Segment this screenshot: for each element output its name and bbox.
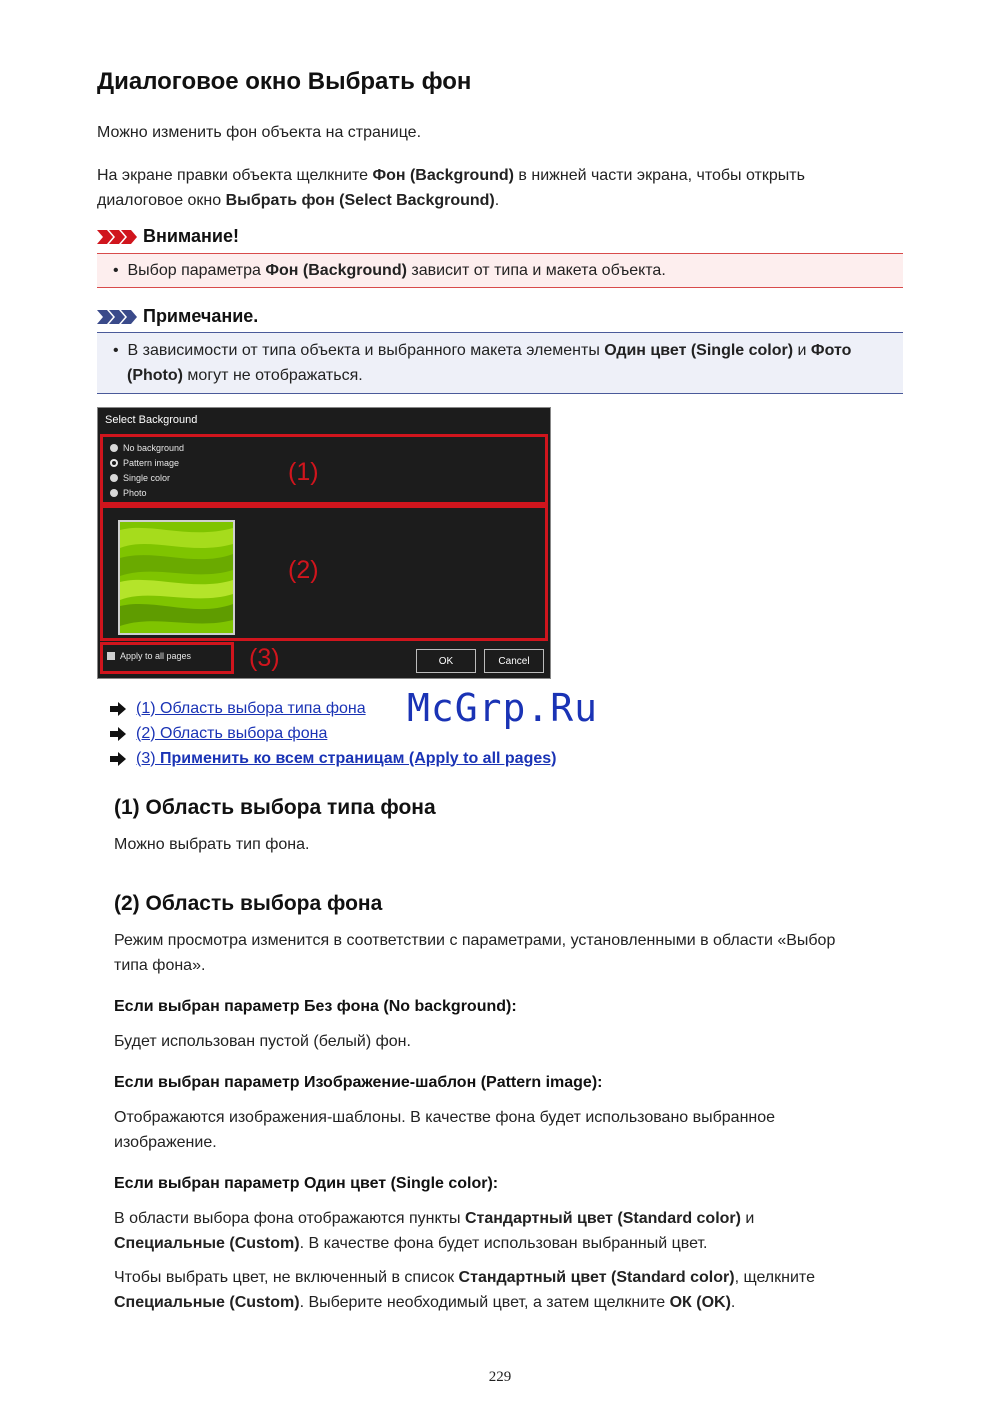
- photo-term: Фото: [810, 342, 852, 359]
- green-pattern-image: [120, 522, 233, 633]
- pattern-line: Отображаются изображения-шаблоны. В качестве фона будет использовано выбранное: [114, 1109, 776, 1126]
- note-heading: [97, 306, 258, 327]
- radio-selected-icon: [110, 459, 118, 467]
- no-background-text: Будет использован пустой (белый) фон.: [114, 1033, 411, 1050]
- text-part: . Выберите необходимый цвет, а затем щелкните: [299, 1294, 670, 1311]
- text-part: В области выбора фона отображаются пункты: [114, 1210, 465, 1227]
- photo-term-en: (Photo): [127, 367, 183, 384]
- option-pattern-image[interactable]: [110, 458, 179, 468]
- intro-text-part: .: [494, 192, 500, 209]
- radio-icon: [110, 489, 118, 497]
- warning-text: зависит от типа и макета объекта.: [406, 262, 666, 279]
- warning-item: • Выбор параметра Фон (Background) зависит от типа и макета объекта.: [113, 262, 666, 279]
- option-label: Pattern image: [123, 458, 180, 468]
- intro-instructions: [97, 163, 897, 213]
- text-part: и: [740, 1210, 755, 1227]
- section2-line: типа фона».: [114, 957, 206, 974]
- cancel-button[interactable]: Cancel: [484, 649, 544, 673]
- single-color-text-2: [114, 1265, 904, 1315]
- single-color-text-1: [114, 1206, 904, 1256]
- note-title: Примечание.: [143, 306, 259, 326]
- background-term: Фон (Background): [372, 167, 514, 184]
- pattern-thumbnail[interactable]: [118, 520, 235, 635]
- apply-to-all-checkbox[interactable]: [107, 651, 191, 661]
- single-color-term: Один цвет (Single color): [604, 342, 794, 359]
- option-no-background[interactable]: [110, 443, 184, 453]
- section2-text: [114, 928, 894, 978]
- intro-text-part: в нижней части экрана, чтобы открыть: [513, 167, 805, 184]
- arrow-right-icon: [110, 702, 126, 716]
- option-label: Photo: [123, 488, 147, 498]
- callout-label-1: (1): [288, 458, 319, 486]
- radio-icon: [110, 444, 118, 452]
- callout-label-3: (3): [249, 644, 280, 672]
- warning-box: [97, 253, 903, 288]
- custom-term: Специальные (Custom): [114, 1294, 300, 1311]
- standard-color-term: Стандартный цвет (Standard color): [458, 1269, 735, 1286]
- page-number: 229: [488, 1369, 512, 1385]
- text-part: .: [730, 1294, 736, 1311]
- callout-label-2: (2): [288, 556, 319, 584]
- ok-term: ОК (OK): [669, 1294, 731, 1311]
- pattern-image-text: [114, 1105, 894, 1155]
- warning-text: Выбор параметра: [127, 262, 266, 279]
- section1-text: Можно выбрать тип фона.: [114, 836, 310, 853]
- apply-label: Apply to all pages: [120, 651, 192, 661]
- link-row: [110, 746, 556, 771]
- text-part: , щелкните: [734, 1269, 815, 1286]
- arrow-right-icon: [110, 752, 126, 766]
- dialog-title: Select Background: [105, 414, 198, 426]
- pattern-line: изображение.: [114, 1134, 217, 1151]
- section2-line: Режим просмотра изменится в соответствии с параметрами, установленными в области «Выбор: [114, 932, 836, 949]
- option-photo[interactable]: [110, 488, 147, 498]
- text-part: Чтобы выбрать цвет, не включенный в список: [114, 1269, 459, 1286]
- standard-color-term: Стандартный цвет (Standard color): [464, 1210, 741, 1227]
- subheading-no-background: Если выбран параметр Без фона (No background):: [114, 998, 517, 1015]
- intro-text: Можно изменить фон объекта на странице.: [97, 124, 422, 141]
- note-text: могут не отображаться.: [182, 367, 363, 384]
- link-type-area[interactable]: (1) Область выбора типа фона: [136, 699, 366, 717]
- link-text: Применить ко всем страницам (Apply to all pages): [160, 749, 557, 767]
- section1-heading: (1) Область выбора типа фона: [114, 796, 436, 819]
- option-single-color[interactable]: [110, 473, 170, 483]
- subheading-pattern-image: Если выбран параметр Изображение-шаблон (Pattern image):: [114, 1074, 603, 1091]
- note-box: [97, 332, 903, 394]
- select-background-dialog: [97, 407, 551, 679]
- note-item: • В зависимости от типа объекта и выбранного макета элементы Один цвет (Single color) и Фото (Photo) могут не отображаться.: [113, 342, 852, 384]
- arrow-right-icon: [110, 727, 126, 741]
- link-background-area[interactable]: (2) Область выбора фона: [136, 724, 328, 742]
- checkbox-icon: [107, 652, 115, 660]
- watermark: McGrp.Ru: [407, 686, 599, 730]
- note-text: В зависимости от типа объекта и выбранного макета элементы: [127, 342, 605, 359]
- warning-term: Фон (Background): [265, 262, 407, 279]
- warning-arrows-icon: [97, 230, 137, 244]
- warning-title: Внимание!: [143, 226, 239, 246]
- page-title: Диалоговое окно Выбрать фон: [97, 68, 472, 95]
- link-prefix: (3): [136, 749, 160, 767]
- ok-button[interactable]: OK: [416, 649, 476, 673]
- note-arrows-icon: [97, 310, 137, 324]
- warning-heading: [97, 226, 239, 247]
- link-apply-all-pages[interactable]: [136, 750, 556, 768]
- text-part: . В качестве фона будет использован выбранный цвет.: [299, 1235, 708, 1252]
- radio-icon: [110, 474, 118, 482]
- intro-text-part: На экране правки объекта щелкните: [97, 167, 373, 184]
- note-text: и: [793, 342, 811, 359]
- option-label: Single color: [123, 473, 171, 483]
- option-label: No background: [123, 443, 185, 453]
- intro-text-part: диалоговое окно: [97, 192, 226, 209]
- custom-term: Специальные (Custom): [114, 1235, 300, 1252]
- select-background-term: Выбрать фон (Select Background): [225, 192, 495, 209]
- subheading-single-color: Если выбран параметр Один цвет (Single color):: [114, 1175, 499, 1192]
- section2-heading: (2) Область выбора фона: [114, 892, 383, 915]
